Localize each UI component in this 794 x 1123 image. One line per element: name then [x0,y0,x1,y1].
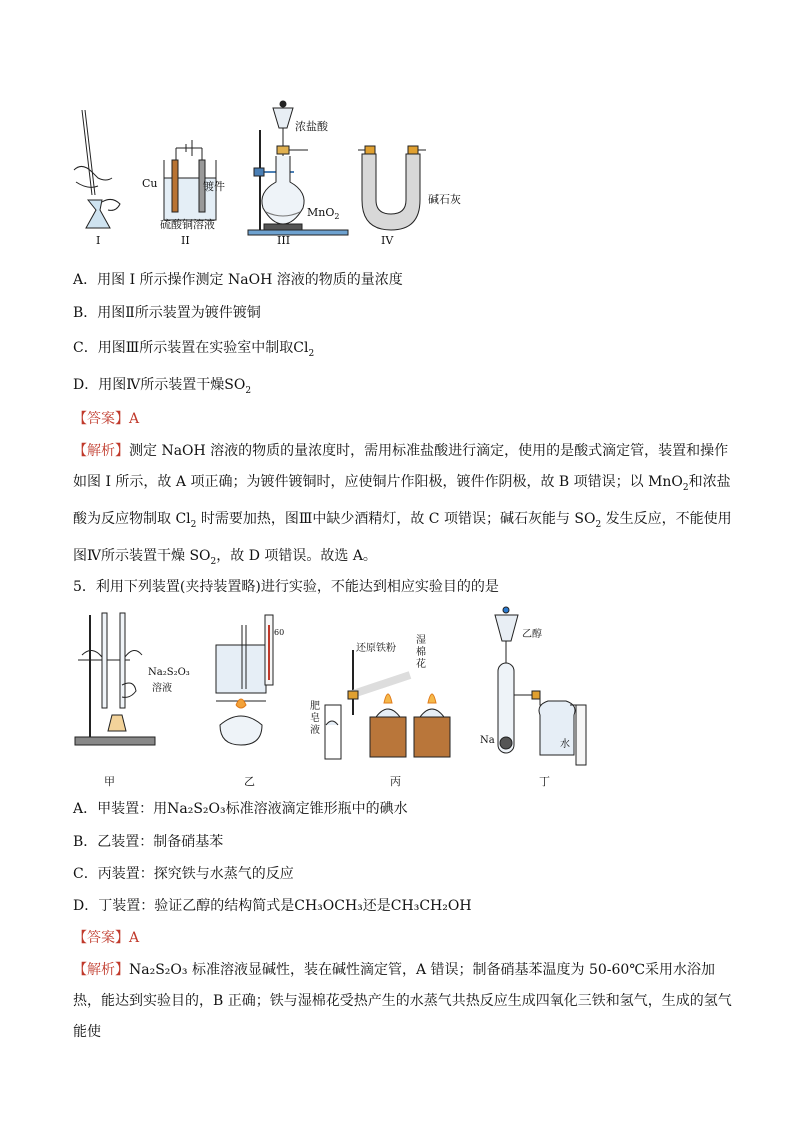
label-solution: 硫酸铜溶液 [160,218,215,231]
caption-fig-iv: IV [381,234,394,247]
label-soap-2: 皂 [310,713,320,724]
label-soap-1: 肥 [310,701,320,712]
q5-answer: 【答案】A [73,930,140,946]
q4-answer: 【答案】A [73,411,140,427]
caption-ding: 丁 [539,775,550,788]
fig-i-titration [74,110,120,228]
q5-stem: 5．利用下列装置(夹持装置略)进行实验，不能达到相应实验目的的是 [73,579,499,595]
label-cotton-2: 棉 [416,647,426,658]
caption-fig-iii: III [277,234,291,247]
caption-fig-ii: II [181,234,190,247]
label-iron-powder: 还原铁粉 [356,643,396,654]
fig-yi-water-bath [216,615,273,745]
caption-yi: 乙 [244,775,255,788]
q4-option-d: D．用图Ⅳ所示装置干燥$SO_2$ [73,377,252,396]
q5-option-b: B．乙装置：制备硝基苯 [73,834,224,850]
q4-option-c: C．用图Ⅲ所示装置在实验室中制取$Cl_2$ [73,340,315,359]
label-water: 水 [560,739,570,750]
fig-iv-u-tube [358,146,426,230]
label-acid: 浓盐酸 [295,120,328,133]
label-plated: 镀件 [203,180,225,193]
caption-jia: 甲 [104,775,115,788]
q5-option-d: D．丁装置：验证乙醇的结构简式是CH₃OCH₃还是CH₃CH₂OH [73,898,472,914]
q4-option-a: A．用图 I 所示操作测定 NaOH 溶液的物质的量浓度 [73,272,403,288]
q5-option-c: C．丙装置：探究铁与水蒸气的反应 [73,866,294,882]
fig-jia-titration [75,613,155,745]
label-cotton-1: 湿 [416,635,426,646]
label-na2s2o3: Na₂S₂O₃ [148,667,190,678]
label-ethanol: 乙醇 [522,629,542,640]
label-cu: Cu [142,177,158,190]
fig-bing-iron-steam [325,650,450,759]
q5-option-a: A．甲装置：用Na₂S₂O₃标准溶液滴定锥形瓶中的碘水 [73,801,408,817]
label-soap-3: 液 [310,725,320,736]
apparatus-figure-top [68,100,498,250]
label-cotton-3: 花 [416,659,426,670]
label-na: Na [480,735,495,746]
q5-analysis: 【解析】Na₂S₂O₃ 标准溶液显碱性，装在碱性滴定管，A 错误；制备硝基苯温度为 50-60℃采用水浴加热，能达到实验目的，B 正确；铁与湿棉花受热产生的水蒸气共热反应生成四氧化三铁和氢气，生成的氢气能使 [73,962,732,1040]
label-soda-lime: 碱石灰 [428,193,461,206]
label-thermometer: 60 [274,628,285,637]
label-solution-jia: 溶液 [152,683,172,694]
apparatus-figure-q5 [70,605,600,770]
caption-bing: 丙 [390,775,401,788]
q4-analysis: 【解析】测定 NaOH 溶液的物质的量浓度时，需用标准盐酸进行滴定，使用的是酸式滴定管，装置和操作如图 I 所示，故 A 项正确；为镀件镀铜时，应使铜片作阳极，镀件作阴极，故 B 项错误；以 MnO$_2$和浓盐酸为反应物制取 $Cl_2$ 时需要加热，图Ⅲ中缺少酒精灯，故 C 项错误；碱石灰能与 $SO_2$ 发生反应，不能使用图Ⅳ所示装置干燥 $SO_2$，故 D 项错误。故选 A。 [73,443,732,567]
caption-fig-i: I [96,234,101,247]
label-mno2: MnO$_2$ [307,206,340,221]
q4-option-b: B．用图Ⅱ所示装置为镀件镀铜 [73,305,261,321]
